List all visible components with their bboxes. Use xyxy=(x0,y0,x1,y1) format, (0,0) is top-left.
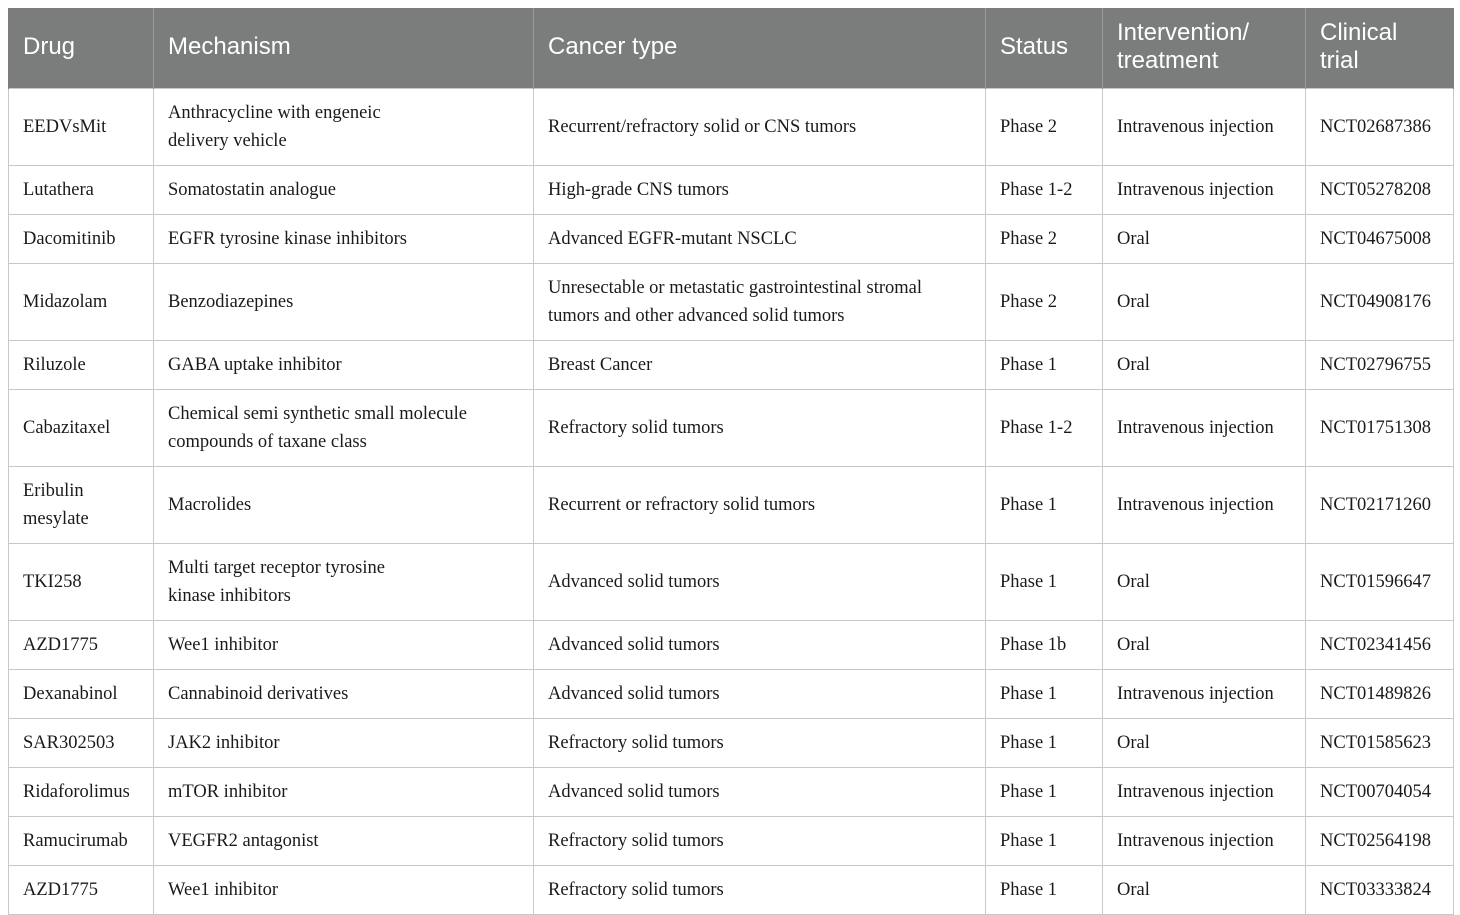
drug-text: Cabazitaxel xyxy=(23,418,111,438)
cell-intervention: Intravenous injection xyxy=(1103,166,1306,215)
cell-mechanism xyxy=(154,89,534,166)
drug-text: Midazolam xyxy=(23,292,108,312)
header-drug: Drug xyxy=(9,8,154,89)
cell-cancer-type xyxy=(534,621,986,670)
cell-intervention: Intravenous injection xyxy=(1103,467,1306,544)
cell-drug xyxy=(9,166,154,215)
cell-intervention: Intravenous injection xyxy=(1103,768,1306,817)
header-clinical-trial-text: Clinical trial xyxy=(1320,19,1398,74)
cell-cancer-type xyxy=(534,719,986,768)
cell-clinical-trial: NCT02341456 xyxy=(1306,621,1454,670)
cell-mechanism xyxy=(154,544,534,621)
cell-drug xyxy=(9,719,154,768)
cell-intervention: Oral xyxy=(1103,341,1306,390)
cell-drug xyxy=(9,670,154,719)
mechanism-text: Cannabinoid derivatives xyxy=(168,684,349,704)
header-clinical-trial xyxy=(1306,8,1454,89)
cell-clinical-trial: NCT01585623 xyxy=(1306,719,1454,768)
cell-mechanism xyxy=(154,467,534,544)
table-row xyxy=(9,215,1454,264)
mechanism-text: Somatostatin analogue xyxy=(168,180,337,200)
cell-status: Phase 1 xyxy=(986,544,1103,621)
mechanism-text: Benzodiazepines xyxy=(168,292,294,312)
drug-text: SAR302503 xyxy=(23,733,115,753)
drug-text: EEDVsMit xyxy=(23,117,107,137)
cell-status: Phase 1 xyxy=(986,768,1103,817)
drug-text: Riluzole xyxy=(23,355,86,375)
drug-text: AZD1775 xyxy=(23,880,99,900)
cell-status: Phase 1 xyxy=(986,866,1103,915)
cancer-type-text: Advanced solid tumors xyxy=(548,684,720,704)
cell-clinical-trial: NCT01751308 xyxy=(1306,390,1454,467)
cancer-type-text: Unresectable or metastatic gastrointestinal stromal tumors and other advanced solid tumors xyxy=(548,278,922,326)
header-cancer-type: Cancer type xyxy=(534,8,986,89)
table-row xyxy=(9,670,1454,719)
drug-text: TKI258 xyxy=(23,572,82,592)
cell-drug xyxy=(9,621,154,670)
mechanism-text: Wee1 inhibitor xyxy=(168,635,278,655)
header-intervention-text: Intervention/ treatment xyxy=(1117,19,1250,74)
cancer-type-text: Refractory solid tumors xyxy=(548,733,724,753)
cell-clinical-trial: NCT00704054 xyxy=(1306,768,1454,817)
cancer-type-text: Breast Cancer xyxy=(548,355,653,375)
cancer-type-text: Advanced solid tumors xyxy=(548,635,720,655)
mechanism-text: Chemical semi synthetic small molecule compounds of taxane class xyxy=(168,404,468,452)
clinical-trials-table xyxy=(8,8,1454,915)
cell-mechanism xyxy=(154,390,534,467)
header-intervention xyxy=(1103,8,1306,89)
cell-intervention: Intravenous injection xyxy=(1103,390,1306,467)
cell-status: Phase 1 xyxy=(986,719,1103,768)
cancer-type-text: High-grade CNS tumors xyxy=(548,180,729,200)
cell-clinical-trial: NCT02687386 xyxy=(1306,89,1454,166)
cell-status: Phase 1-2 xyxy=(986,390,1103,467)
cell-cancer-type xyxy=(534,264,986,341)
cell-cancer-type xyxy=(534,544,986,621)
cell-cancer-type xyxy=(534,215,986,264)
cell-status: Phase 1-2 xyxy=(986,166,1103,215)
mechanism-text: EGFR tyrosine kinase inhibitors xyxy=(168,229,407,249)
table-row xyxy=(9,544,1454,621)
cell-drug xyxy=(9,215,154,264)
drug-text: Ridaforolimus xyxy=(23,782,130,802)
cancer-type-text: Refractory solid tumors xyxy=(548,831,724,851)
cell-intervention: Intravenous injection xyxy=(1103,817,1306,866)
cell-cancer-type xyxy=(534,390,986,467)
cell-intervention: Oral xyxy=(1103,215,1306,264)
cell-mechanism xyxy=(154,264,534,341)
table-body xyxy=(9,89,1454,915)
cell-intervention: Oral xyxy=(1103,544,1306,621)
cell-intervention: Oral xyxy=(1103,621,1306,670)
cell-clinical-trial: NCT02564198 xyxy=(1306,817,1454,866)
table-header xyxy=(9,8,1454,89)
cell-mechanism xyxy=(154,341,534,390)
table-row xyxy=(9,467,1454,544)
cell-intervention: Oral xyxy=(1103,866,1306,915)
header-row xyxy=(9,8,1454,89)
cell-status: Phase 1 xyxy=(986,467,1103,544)
drug-text: Dacomitinib xyxy=(23,229,116,249)
cell-cancer-type xyxy=(534,89,986,166)
header-status: Status xyxy=(986,8,1103,89)
cancer-type-text: Advanced solid tumors xyxy=(548,782,720,802)
cell-intervention: Oral xyxy=(1103,264,1306,341)
cell-cancer-type xyxy=(534,341,986,390)
table-row xyxy=(9,817,1454,866)
mechanism-text: VEGFR2 antagonist xyxy=(168,831,319,851)
mechanism-text: Anthracycline with engeneic delivery vehicle xyxy=(168,103,381,151)
cell-clinical-trial: NCT01596647 xyxy=(1306,544,1454,621)
cell-mechanism xyxy=(154,670,534,719)
table-row xyxy=(9,390,1454,467)
table-row xyxy=(9,768,1454,817)
cell-mechanism xyxy=(154,166,534,215)
cancer-type-text: Advanced solid tumors xyxy=(548,572,720,592)
cell-drug xyxy=(9,768,154,817)
cancer-type-text: Recurrent/refractory solid or CNS tumors xyxy=(548,117,857,137)
mechanism-text: Wee1 inhibitor xyxy=(168,880,278,900)
cell-clinical-trial: NCT03333824 xyxy=(1306,866,1454,915)
cell-drug xyxy=(9,467,154,544)
drug-text: AZD1775 xyxy=(23,635,99,655)
cancer-type-text: Recurrent or refractory solid tumors xyxy=(548,495,816,515)
cell-status: Phase 1b xyxy=(986,621,1103,670)
table-row xyxy=(9,264,1454,341)
cell-mechanism xyxy=(154,215,534,264)
cell-mechanism xyxy=(154,866,534,915)
table-row xyxy=(9,166,1454,215)
cell-drug xyxy=(9,544,154,621)
table-row xyxy=(9,89,1454,166)
cell-drug xyxy=(9,341,154,390)
drug-text: Dexanabinol xyxy=(23,684,118,704)
cell-intervention: Oral xyxy=(1103,719,1306,768)
cell-cancer-type xyxy=(534,467,986,544)
cell-cancer-type xyxy=(534,817,986,866)
cell-mechanism xyxy=(154,768,534,817)
mechanism-text: JAK2 inhibitor xyxy=(168,733,280,753)
drug-text: Eribulin mesylate xyxy=(23,481,89,529)
mechanism-text: Macrolides xyxy=(168,495,252,515)
mechanism-text: mTOR inhibitor xyxy=(168,782,288,802)
cell-status: Phase 2 xyxy=(986,89,1103,166)
table-row xyxy=(9,341,1454,390)
cell-status: Phase 1 xyxy=(986,817,1103,866)
cell-status: Phase 2 xyxy=(986,215,1103,264)
cell-clinical-trial: NCT05278208 xyxy=(1306,166,1454,215)
cell-clinical-trial: NCT04675008 xyxy=(1306,215,1454,264)
cell-clinical-trial: NCT02171260 xyxy=(1306,467,1454,544)
cell-drug xyxy=(9,866,154,915)
cell-drug xyxy=(9,390,154,467)
cell-mechanism xyxy=(154,719,534,768)
cell-mechanism xyxy=(154,817,534,866)
cell-cancer-type xyxy=(534,670,986,719)
cancer-type-text: Refractory solid tumors xyxy=(548,880,724,900)
cell-status: Phase 1 xyxy=(986,670,1103,719)
clinical-trials-table-container xyxy=(8,8,1453,915)
cell-mechanism xyxy=(154,621,534,670)
cell-drug xyxy=(9,264,154,341)
cell-drug xyxy=(9,817,154,866)
cell-clinical-trial: NCT02796755 xyxy=(1306,341,1454,390)
cell-intervention: Intravenous injection xyxy=(1103,89,1306,166)
table-row xyxy=(9,621,1454,670)
header-mechanism: Mechanism xyxy=(154,8,534,89)
cell-clinical-trial: NCT04908176 xyxy=(1306,264,1454,341)
cancer-type-text: Refractory solid tumors xyxy=(548,418,724,438)
cell-cancer-type xyxy=(534,866,986,915)
mechanism-text: Multi target receptor tyrosine kinase inhibitors xyxy=(168,558,385,606)
cell-status: Phase 1 xyxy=(986,341,1103,390)
table-row xyxy=(9,719,1454,768)
drug-text: Lutathera xyxy=(23,180,94,200)
cell-clinical-trial: NCT01489826 xyxy=(1306,670,1454,719)
cell-intervention: Intravenous injection xyxy=(1103,670,1306,719)
cancer-type-text: Advanced EGFR-mutant NSCLC xyxy=(548,229,797,249)
drug-text: Ramucirumab xyxy=(23,831,128,851)
table-row xyxy=(9,866,1454,915)
cell-drug xyxy=(9,89,154,166)
mechanism-text: GABA uptake inhibitor xyxy=(168,355,342,375)
cell-cancer-type xyxy=(534,166,986,215)
cell-status: Phase 2 xyxy=(986,264,1103,341)
cell-cancer-type xyxy=(534,768,986,817)
